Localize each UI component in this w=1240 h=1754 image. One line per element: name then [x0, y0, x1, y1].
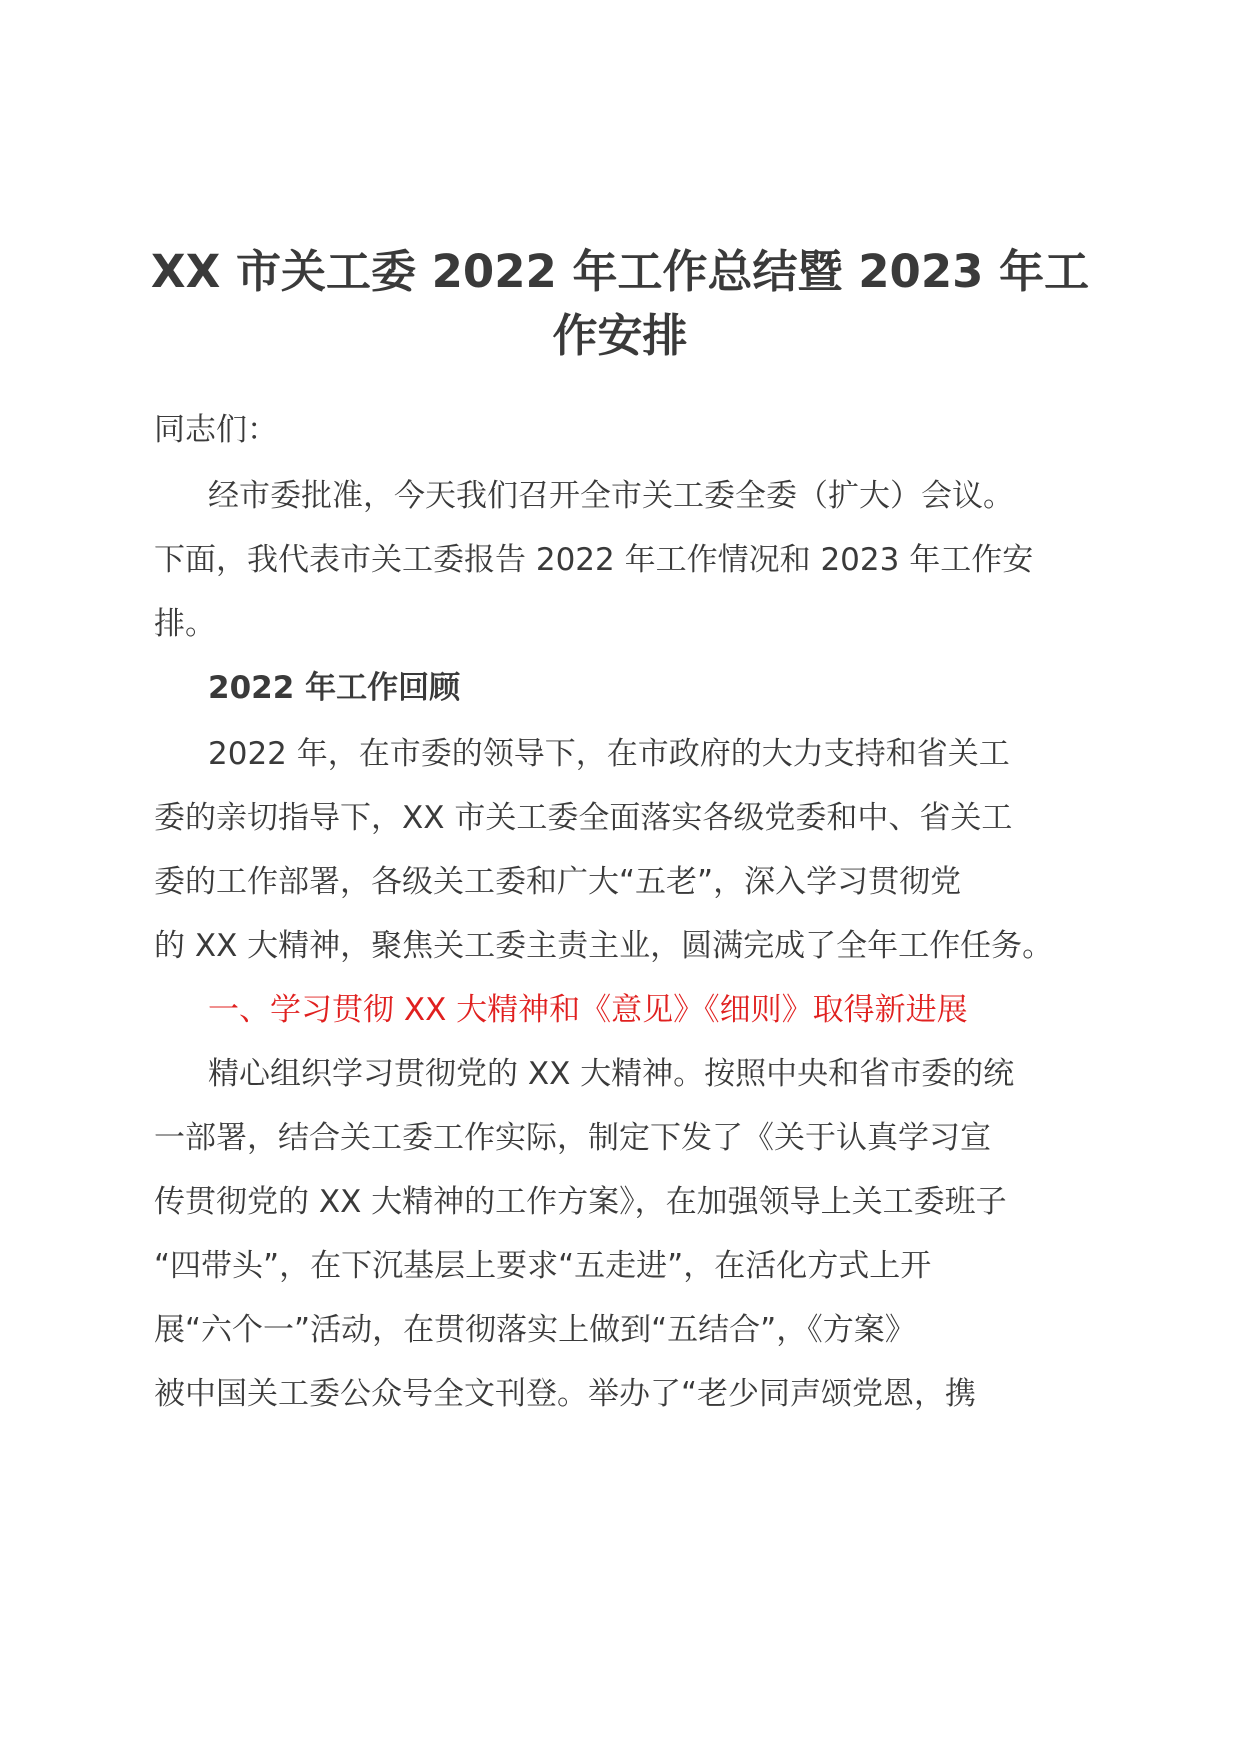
paragraph-line: 传贯彻党的 XX 大精神的工作方案》，在加强领导上关工委班子 — [154, 1184, 1007, 1220]
paragraph-line: 展“六个一”活动，在贯彻落实上做到“五结合”，《方案》 — [154, 1312, 916, 1348]
intro-line: 经市委批准，今天我们召开全市关工委全委（扩大）会议。 — [208, 478, 1014, 514]
review-line: 2022 年，在市委的领导下，在市政府的大力支持和省关工 — [208, 736, 1010, 772]
review-line: 委的工作部署，各级关工委和广大“五老”，深入学习贯彻党 — [154, 864, 962, 900]
intro-line: 下面，我代表市关工委报告 2022 年工作情况和 2023 年工作安 — [154, 542, 1034, 578]
section-heading: 2022 年工作回顾 — [208, 670, 461, 706]
title-line-1: XX 市关工委 2022 年工作总结暨 2023 年工 — [150, 245, 1090, 298]
salutation: 同志们： — [154, 412, 278, 448]
document-title — [140, 240, 1100, 368]
review-line: 的 XX 大精神，聚焦关工委主责主业，圆满完成了全年工作任务。 — [154, 928, 1054, 964]
paragraph-line: 一部署，结合关工委工作实际，制定下发了《关于认真学习宣 — [154, 1120, 991, 1156]
paragraph-line: “四带头”，在下沉基层上要求“五走进”，在活化方式上开 — [154, 1248, 932, 1284]
subheading-1: 一、学习贯彻 XX 大精神和《意见》《细则》取得新进展 — [208, 992, 968, 1028]
document-body — [154, 398, 1094, 1426]
title-line-2: 作安排 — [552, 309, 688, 362]
review-line: 委的亲切指导下，XX 市关工委全面落实各级党委和中、省关工 — [154, 800, 1013, 836]
paragraph-line: 精心组织学习贯彻党的 XX 大精神。按照中央和省市委的统 — [208, 1056, 1015, 1092]
paragraph-line: 被中国关工委公众号全文刊登。举办了“老少同声颂党恩，携 — [154, 1376, 977, 1412]
intro-line: 排。 — [154, 606, 216, 642]
